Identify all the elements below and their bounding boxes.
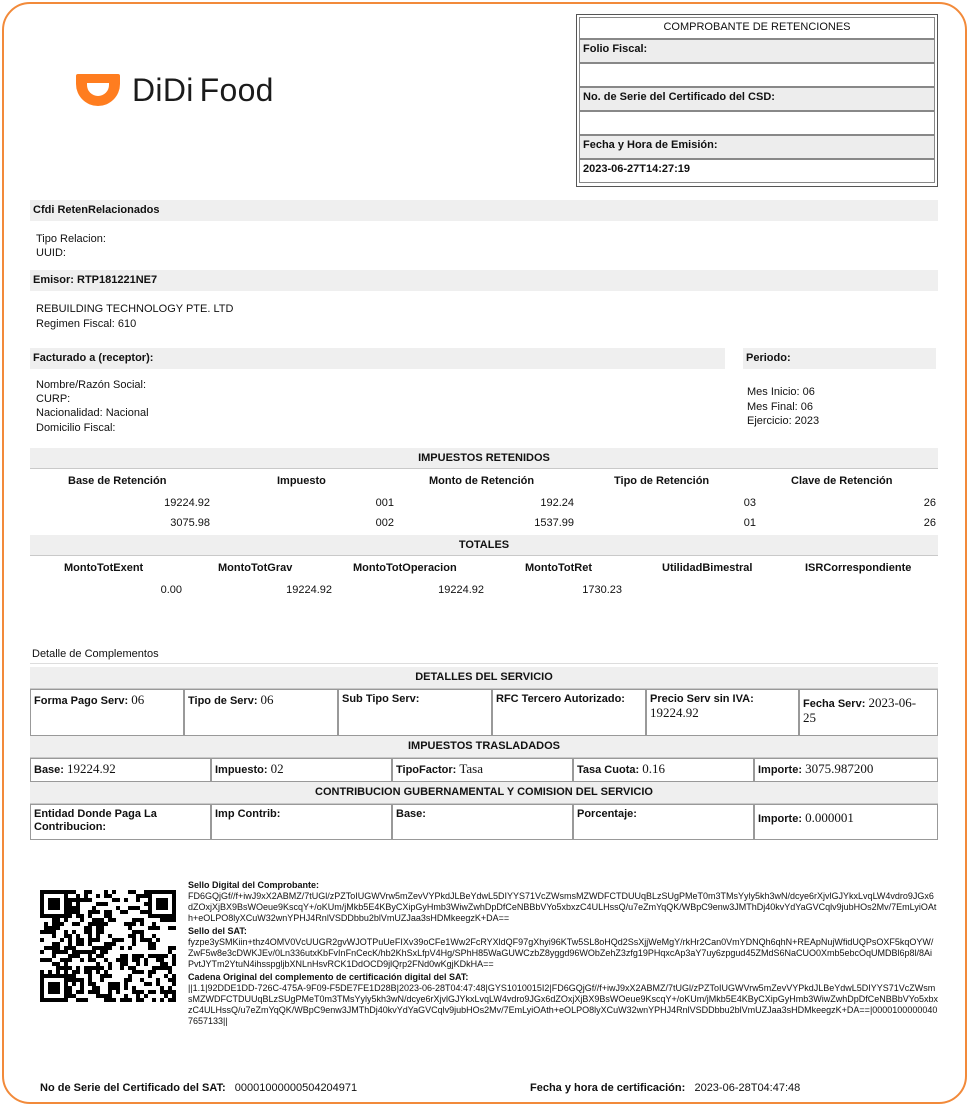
tasa-cuota-cell: Tasa Cuota: 0.16 [573,758,754,782]
comprobante-title: COMPROBANTE DE RETENCIONES [579,17,935,39]
tot-grav: 19224.92 [286,584,332,596]
periodo-mes-final: Mes Final: 06 [747,401,814,413]
folio-value [579,63,935,87]
emisor-regimen: Regimen Fiscal: 610 [36,318,137,330]
col-monto-tot-exent: MontoTotExent [64,562,144,574]
col-monto-tot-grav: MontoTotGrav [218,562,293,574]
sello-cfdi-value: FD6GQjGf//f+iwJ9xX2ABMZ/7tUGl/zPZToIUGWVrw5mZevVYPkdJLBeYdwL5DIYYS71VcZWsmsMZWDFCTDUUqBLzSUgPMeT0m3TMsYyly5kh3wN/dcye6rXjvlGJYkxLvqLW4vdro9JGx6dZOxjXjBX9BsWOeue9KscqY+/oKUm/jMkb5E4KByCXipGyHmb3WiwZwhDpDfCeNBBbVYo5xbxzC4ULHssQ/u7eZmYqQK/WBpC9enw3JMThDj40kvYdYaGVCqlv9jubHOs2Mv/7EmLyiOAth+eOLPO8lyXCuW32wnYPHJ4RnlVSDDbbu2blVmUZJaa3sHDMkeegzK+DA== [188,891,937,923]
sellos-block [188,880,938,1027]
didi-logo-icon [74,70,122,110]
col-base-retencion: Base de Retención [68,475,167,487]
sello-sat-value: fyzpe3ySMKiin+thz4OMV0VcUUGR2gvWJOTPuUeFIXv39oCFe1Ww2FcRYXldQF97gXhyi96KTw5SL8oHQd2SsXjjWeMgY/rkHr2Can0VmYDNQh6qhN+REApNujWfidUQPsOXF5kqOYW/ZwF5w8e3cDWKJEv/0Ln336utxKbFvInFnCecK/hb2KhSxLfpV4Hg/SPhH85WaGUWCzbZ8yggd96WObZehZ3zfg19PHqxcAp3aY7uy6zpgud45ZMdS6NaCUO0Xmb5ebcOqUMDBl6p8l/8AiPvtJYTm2YtuN4ihsspgljbXNLnHsvRCK1DdOCD9jlQrp2FNd0wKgjKDkHA== [188,937,934,969]
fecha-emision-value: 2023-06-27T14:27:19 [579,159,935,183]
col-isr-correspondiente: ISRCorrespondiente [805,562,912,574]
tipo-serv-cell: Tipo de Serv: 06 [184,689,338,736]
receptor-curp: CURP: [36,393,71,405]
qr-code [40,890,176,1002]
rfc-tercero-cell: RFC Tercero Autorizado: [492,689,646,736]
uuid: UUID: [36,247,66,259]
col-impuesto: Impuesto [277,475,326,487]
row2-base: 3075.98 [170,517,210,529]
tot-ret: 1730.23 [582,584,622,596]
tipo-relacion: Tipo Relacion: [36,233,106,245]
tipo-factor-cell: TipoFactor: Tasa [392,758,573,782]
imp-contrib-cell: Imp Contrib: [211,804,392,840]
tot-exent: 0.00 [160,584,182,596]
row2-tipo: 01 [743,517,756,529]
row2-clave: 26 [923,517,936,529]
emisor-nombre: REBUILDING TECHNOLOGY PTE. LTD [36,303,234,315]
contribucion-header: CONTRIBUCION GUBERNAMENTAL Y COMISION DEL SERVICIO [30,782,938,804]
comprobante-box [576,14,938,187]
serie-label: No. de Serie del Certificado del CSD: [579,87,935,111]
footer-serie-sat: No de Serie del Certificado del SAT: 00001000000504204971 [40,1082,358,1094]
relacionados-header: Cfdi RetenRelacionados [30,200,938,221]
row1-tipo: 03 [743,497,756,509]
importe-trasladado-cell: Importe: 3075.987200 [754,758,938,782]
totales-header: TOTALES [30,535,938,556]
logo-wordmark: DiDi Food [132,71,274,108]
row1-base: 19224.92 [164,497,210,509]
tot-operacion: 19224.92 [438,584,484,596]
row1-clave: 26 [923,497,936,509]
receptor-nacionalidad: Nacionalidad: Nacional [36,407,149,419]
entidad-cell: Entidad Donde Paga La Contribucion: [30,804,211,840]
divider [30,663,938,664]
sello-cfdi-label: Sello Digital del Comprobante: [188,880,320,890]
row1-impuesto: 001 [375,497,394,509]
col-monto-retencion: Monto de Retención [429,475,535,487]
serie-value [579,111,935,135]
folio-label: Folio Fiscal: [579,39,935,63]
porcentaje-cell: Porcentaje: [573,804,754,840]
periodo-mes-inicio: Mes Inicio: 06 [747,386,815,398]
receptor-header: Facturado a (receptor): [30,348,725,369]
col-clave-retencion: Clave de Retención [791,475,893,487]
receptor-nombre: Nombre/Razón Social: [36,379,147,391]
subtipo-cell: Sub Tipo Serv: [338,689,492,736]
fecha-emision-label: Fecha y Hora de Emisión: [579,135,935,159]
row2-impuesto: 002 [375,517,394,529]
receptor-domicilio: Domicilio Fiscal: [36,422,116,434]
trasladados-header: IMPUESTOS TRASLADADOS [30,736,938,758]
fecha-serv-cell: Fecha Serv: 2023-06- 25 [799,689,938,736]
forma-pago-cell: Forma Pago Serv: 06 [30,689,184,736]
servicio-header: DETALLES DEL SERVICIO [30,667,938,689]
didi-food-logo [74,70,274,110]
base-cell: Base: 19224.92 [30,758,211,782]
impuesto-cell: Impuesto: 02 [211,758,392,782]
precio-cell: Precio Serv sin IVA: 19224.92 [646,689,799,736]
sello-sat-label: Sello del SAT: [188,926,247,936]
col-monto-tot-operacion: MontoTotOperacion [353,562,457,574]
periodo-header: Periodo: [743,348,936,369]
complementos-title: Detalle de Complementos [32,648,159,660]
row2-monto: 1537.99 [534,517,574,529]
col-tipo-retencion: Tipo de Retención [614,475,710,487]
row1-monto: 192.24 [540,497,574,509]
footer-fecha-cert: Fecha y hora de certificación: 2023-06-28T04:47:48 [530,1082,801,1094]
col-monto-tot-ret: MontoTotRet [525,562,592,574]
base-contrib-cell: Base: [392,804,573,840]
col-utilidad-bimestral: UtilidadBimestral [662,562,753,574]
impuestos-retenidos-header: IMPUESTOS RETENIDOS [30,448,938,469]
cadena-label: Cadena Original del complemento de certificación digital del SAT: [188,972,469,982]
emisor-header: Emisor: RTP181221NE7 [30,270,938,291]
importe-contrib-cell: Importe: 0.000001 [754,804,938,840]
cadena-value: ||1.1|92DDE1DD-726C-475A-9F09-F5DE7FE1D28B|2023-06-28T04:47:48|GYS1010015I2|FD6GQjGf//f+iwJ9xX2ABMZ/7tUGl/zPZToIUGWVrw5mZevVYPkdJLBeYdwL5DIYYS71VcZWsmsMZWDFCTDUUqBLzSUgPMeT0m3TMsYyly5kh3wN/dcye6rXjvlGJYkxLvqLW4vdro9JGx6dZOxjXjBX9BsWOeue9KscqY+/oKUm/jMkb5E4KByCXipGyHmb3WiwZwhDpDfCeNBBbVYo5xbxzC4ULHssQ/u7eZmYqQK/WBpC9enw3JMThDj40kvYdYaGVCqlv9jubHOs2Mv/7EmLyiOAth+eOLPO8lyXCuW32wnYPHJ4RnlVSDDbbu2blVmUZJaa3sHDMkeegzK+DA==|00001000000407657133|| [188,983,938,1026]
periodo-ejercicio: Ejercicio: 2023 [747,415,820,427]
